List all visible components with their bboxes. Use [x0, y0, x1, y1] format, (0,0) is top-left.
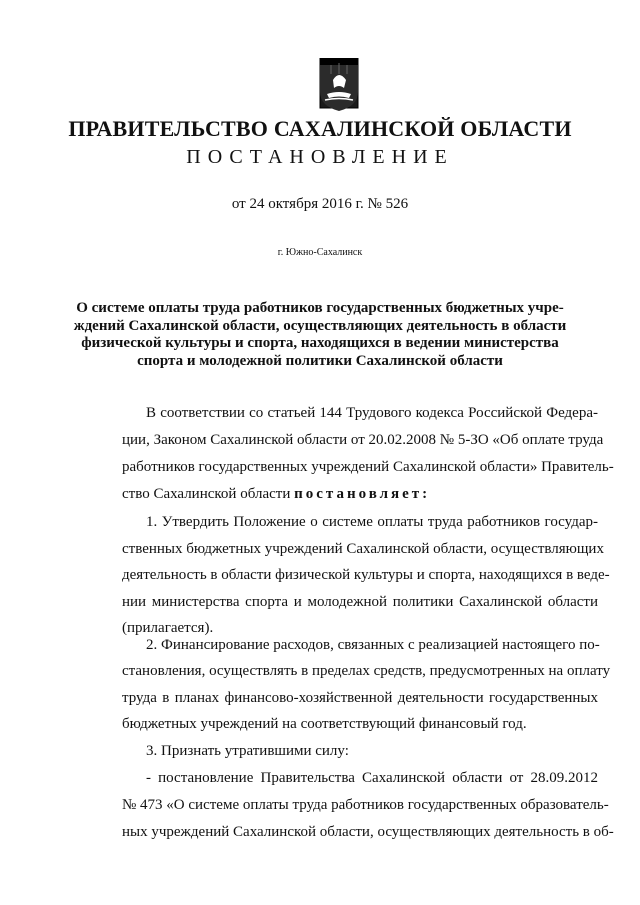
title-line: О системе оплаты труда работников государственных бюджетных учре-: [76, 300, 564, 316]
body-line: бюджетных учреждений на соответствующий финансовый год.: [122, 716, 527, 732]
resolution-keyword: постановляет:: [294, 486, 431, 502]
body-line: ственных бюджетных учреждений Сахалинской области, осуществляющих: [122, 541, 604, 557]
body-line: В соответствии со статьей 144 Трудового кодекса Российской Федера-: [146, 405, 598, 421]
document-title: [0, 300, 640, 370]
body-line: 2. Финансирование расходов, связанных с реализацией настоящего по-: [146, 637, 600, 653]
title-line: ждений Сахалинской области, осуществляющих деятельность в области: [73, 317, 567, 334]
organization-name: ПРАВИТЕЛЬСТВО САХАЛИНСКОЙ ОБЛАСТИ: [68, 116, 572, 141]
body-line: деятельность в области физической культуры и спорта, находящихся в веде-: [122, 567, 610, 583]
body-line: становления, осуществлять в пределах средств, предусмотренных на оплату: [122, 663, 611, 679]
body-line: [122, 486, 598, 503]
body-line: № 473 «О системе оплаты труда работников государственных образователь-: [122, 797, 609, 813]
coat-of-arms-icon: [319, 58, 359, 112]
body-line: ных учреждений Сахалинской области, осуществляющих деятельность в об-: [122, 824, 614, 840]
body-line: нии министерства спорта и молодежной политики Сахалинской области: [122, 594, 598, 610]
body-line: работников государственных учреждений Сахалинской области» Правитель-: [122, 459, 614, 475]
body-text: ство Сахалинской области: [122, 486, 295, 502]
document-city: г. Южно-Сахалинск: [277, 247, 363, 258]
body-line: 1. Утвердить Положение о системе оплаты труда работников государ-: [146, 514, 598, 530]
body-line: труда в планах финансово-хозяйственной деятельности государственных: [122, 690, 598, 706]
body-line: - постановление Правительства Сахалинской области от 28.09.2012: [146, 770, 598, 786]
body-line: ции, Законом Сахалинской области от 20.02.2008 № 5-ЗО «Об оплате труда: [122, 432, 604, 448]
title-line: физической культуры и спорта, находящихся в ведении министерства: [81, 335, 559, 351]
document-type: ПОСТАНОВЛЕНИЕ: [186, 146, 454, 168]
body-line: (прилагается).: [122, 620, 214, 636]
title-line: спорта и молодежной политики Сахалинской области: [137, 352, 503, 369]
document-date-number: от 24 октября 2016 г. № 526: [231, 196, 409, 212]
body-line: 3. Признать утратившими силу:: [146, 743, 349, 759]
